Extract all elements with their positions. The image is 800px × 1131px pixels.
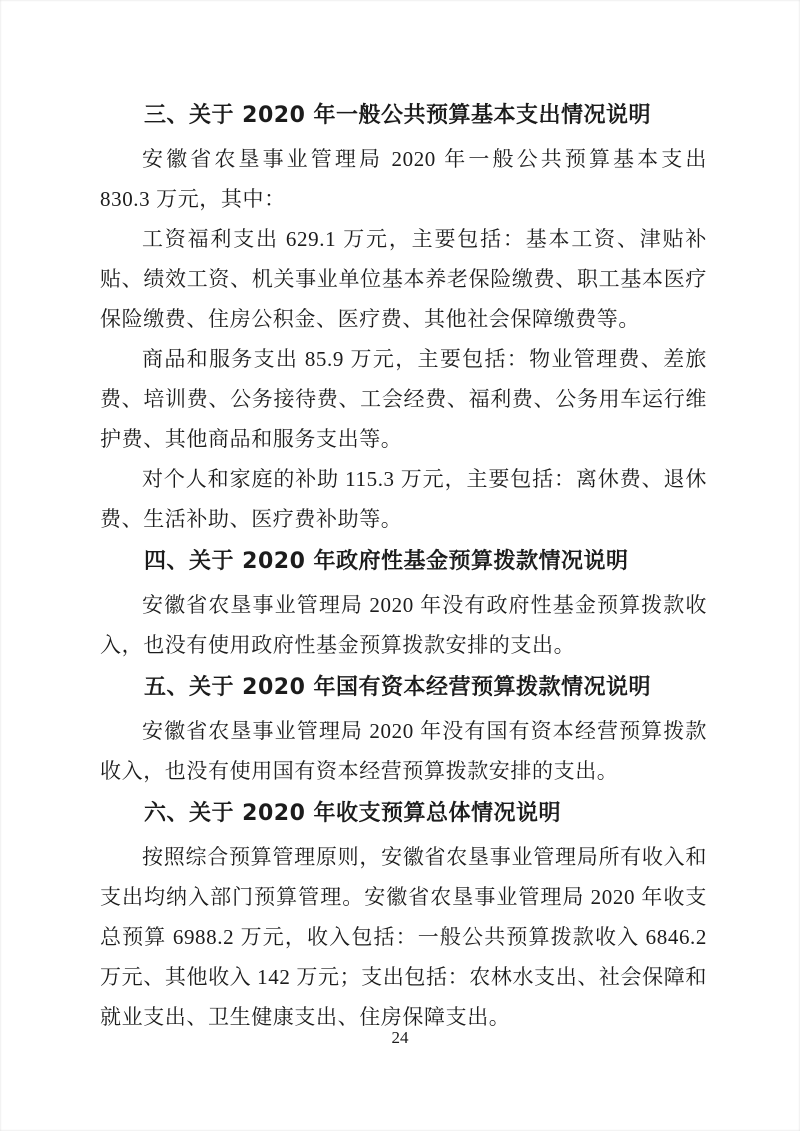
document-content: [100, 93, 707, 1037]
section-heading-overall-budget: 六、关于 2020 年收支预算总体情况说明: [144, 801, 562, 826]
page-footer: [0, 1028, 800, 1048]
section-heading-basic-expenditure: 三、关于 2020 年一般公共预算基本支出情况说明: [144, 103, 652, 128]
page-number: 24: [391, 1028, 409, 1047]
paragraph-state-capital: 安徽省农垦事业管理局 2020 年没有国有资本经营预算拨款收入，也没有使用国有资本经营预算拨款安排的支出。: [100, 719, 707, 783]
section-heading-state-capital: 五、关于 2020 年国有资本经营预算拨款情况说明: [144, 675, 652, 700]
section-government-fund-budget: [100, 542, 707, 665]
paragraph-individual-family-subsidy: 对个人和家庭的补助 115.3 万元，主要包括：离休费、退休费、生活补助、医疗费补助等。: [100, 467, 707, 531]
section-overall-budget: [100, 794, 707, 1037]
section-state-capital-budget: [100, 668, 707, 791]
paragraph-basic-expenditure-total: 安徽省农垦事业管理局 2020 年一般公共预算基本支出 830.3 万元，其中：: [100, 147, 707, 211]
section-heading-government-fund: 四、关于 2020 年政府性基金预算拨款情况说明: [144, 549, 629, 574]
section-basic-expenditure: [100, 96, 707, 539]
paragraph-salary-welfare: 工资福利支出 629.1 万元，主要包括：基本工资、津贴补贴、绩效工资、机关事业单位基本养老保险缴费、职工基本医疗保险缴费、住房公积金、医疗费、其他社会保障缴费等。: [100, 227, 707, 331]
paragraph-goods-services: 商品和服务支出 85.9 万元，主要包括：物业管理费、差旅费、培训费、公务接待费、工会经费、福利费、公务用车运行维护费、其他商品和服务支出等。: [100, 347, 707, 451]
paragraph-overall-budget: 按照综合预算管理原则，安徽省农垦事业管理局所有收入和支出均纳入部门预算管理。安徽省农垦事业管理局 2020 年收支总预算 6988.2 万元，收入包括：一般公共预算拨款收入 6846.2 万元、其他收入 142 万元；支出包括：农林水支出、社会保障和就业支出、卫生健康支出、住房保障支出。: [100, 845, 707, 1029]
paragraph-government-fund: 安徽省农垦事业管理局 2020 年没有政府性基金预算拨款收入，也没有使用政府性基金预算拨款安排的支出。: [100, 593, 707, 657]
